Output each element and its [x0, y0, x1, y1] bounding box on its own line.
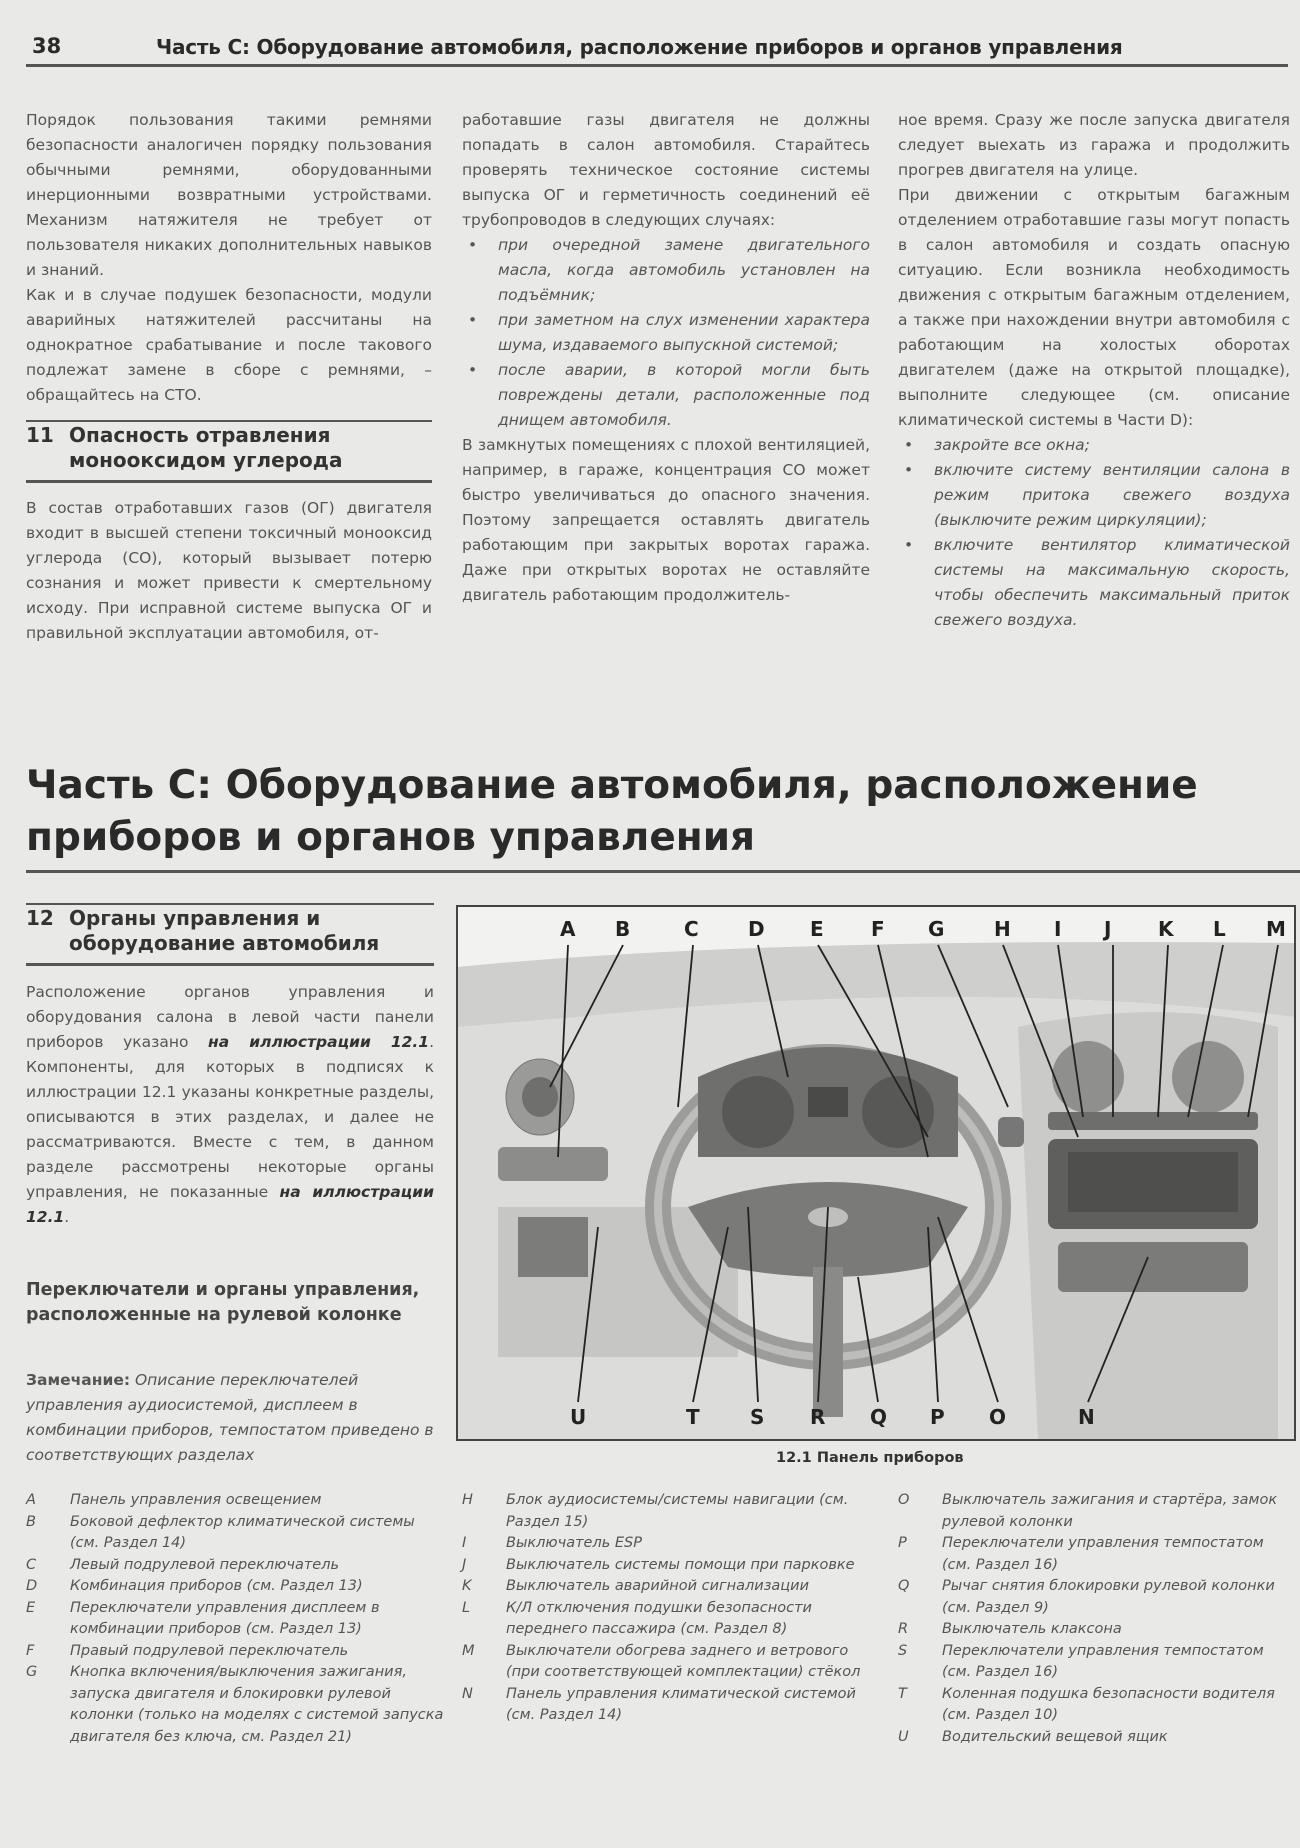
- running-title: Часть С: Оборудование автомобиля, расположение приборов и органов управления: [156, 35, 1123, 59]
- running-header: [26, 30, 1288, 67]
- paragraph: [26, 980, 434, 1230]
- legend-key: U: [898, 1728, 909, 1745]
- legend-item: [898, 1576, 1290, 1619]
- legend-text: Выключатель системы помощи при парковке: [506, 1556, 855, 1573]
- start-button: [998, 1117, 1024, 1147]
- intro-text: Расположение органов управления и оборудования салона в левой части панели приборов указано: [26, 983, 434, 1051]
- figure-label: H: [994, 917, 1011, 941]
- subheading: Переключатели и органы управления, расположенные на рулевой колонке: [26, 1280, 420, 1325]
- figure-reference: на иллюстрации 12.1: [208, 1033, 430, 1051]
- section-title: [69, 906, 449, 956]
- legend-item: [898, 1619, 1290, 1641]
- figure-label: E: [810, 917, 824, 941]
- figure-label: F: [871, 917, 885, 941]
- climate-panel: [1058, 1242, 1248, 1292]
- divider: [26, 480, 432, 483]
- legend-key: R: [898, 1621, 909, 1637]
- figure-label: J: [1104, 917, 1112, 941]
- figure-label: B: [615, 917, 631, 941]
- legend-text: Выключатель зажигания и стартёра, замок рулевой колонки: [942, 1492, 1278, 1530]
- legend-key: G: [26, 1664, 38, 1680]
- legend-key: J: [462, 1556, 467, 1573]
- divider: [26, 420, 432, 422]
- legend-key: P: [898, 1535, 907, 1551]
- divider: [26, 963, 434, 966]
- legend-item: [898, 1490, 1290, 1533]
- paragraph: Как и в случае подушек безопасности, модули аварийных натяжителей рассчитаны на однократное срабатывание и после такового подлежат замене в сборе с ремнями, – обращайтесь на СТО.: [26, 286, 432, 404]
- legend-key: K: [462, 1578, 472, 1594]
- intro-text: . Компоненты, для которых в подписях к иллюстрации 12.1 указаны конкретные разделы, описываются в этих разделах, и далее не рассматриваются. Вместе с тем, в данном разделе рассмотрены некоторые органы управления, не показанные: [26, 1033, 435, 1201]
- list-item: • включите систему вентиляции салона в режим притока свежего воздуха (выключите режим циркуляции);: [934, 458, 1290, 533]
- legend-text: Выключатель аварийной сигнализации: [506, 1578, 810, 1594]
- legend-key: I: [462, 1535, 467, 1551]
- section-number: 11: [26, 423, 54, 447]
- note-label: Замечание:: [26, 1371, 131, 1389]
- figure-label: R: [810, 1405, 826, 1429]
- legend-item: [26, 1490, 446, 1512]
- bullet-list: [462, 233, 870, 433]
- paragraph: ное время. Сразу же после запуска двигателя следует выехать из гаража и продолжить прогрев двигателя на улице.: [898, 111, 1290, 179]
- legend-key: O: [898, 1492, 910, 1508]
- intro-text: .: [64, 1208, 70, 1226]
- part-title-line: приборов и органов управления: [26, 815, 756, 860]
- figure-label: P: [930, 1405, 945, 1429]
- section-title-line: оборудование автомобиля: [69, 931, 380, 955]
- figure-caption: 12.1 Панель приборов: [776, 1450, 964, 1466]
- legend-key: F: [26, 1642, 35, 1659]
- figure-label: Q: [870, 1405, 888, 1429]
- legend-text: К/Л отключения подушки безопасности переднего пассажира (см. Раздел 8): [506, 1599, 812, 1637]
- legend-text: Кнопка включения/выключения зажигания, запуска двигателя и блокировки рулевой колонки (только на моделях с системой запуска двигателя без ключа, см. Раздел 21): [70, 1664, 444, 1745]
- legend-item: [26, 1576, 446, 1598]
- paragraph: Порядок пользования такими ремнями безопасности аналогичен порядку пользования обычными ремнями, оборудованными инерционными возвратными устройствами. Механизм натяжителя не требует от пользователя никаких дополнительных навыков и знаний.: [26, 111, 432, 279]
- list-item: • закройте все окна;: [934, 433, 1290, 458]
- list-item: • включите вентилятор климатической системы на максимальную скорость, чтобы обеспечить максимальный приток свежего воздуха.: [934, 533, 1290, 633]
- figure-label: A: [560, 917, 576, 941]
- section-title-line: Органы управления и: [69, 906, 321, 930]
- section-11-heading: [26, 423, 432, 475]
- legend-key: A: [26, 1492, 36, 1508]
- legend-text: Панель управления климатической системой (см. Раздел 14): [506, 1685, 856, 1723]
- legend-key: E: [26, 1599, 36, 1616]
- legend-item: [26, 1598, 446, 1641]
- paragraph: В состав отработавших газов (ОГ) двигателя входит в высшей степени токсичный монооксид углерода (СО), который вызывает потерю сознания и может привести к смертельному исходу. При исправной системе выпуска ОГ и правильной эксплуатации автомобиля, от-: [26, 499, 432, 642]
- center-vent-right: [1172, 1041, 1244, 1113]
- legend-item: [898, 1641, 1290, 1684]
- figure-label: T: [686, 1405, 700, 1429]
- legend-key: L: [462, 1599, 471, 1616]
- legend-text: Выключатель клаксона: [942, 1621, 1122, 1637]
- legend-key: H: [462, 1492, 473, 1508]
- light-switch-panel: [498, 1147, 608, 1181]
- text-column-1: [26, 108, 432, 408]
- section-12-intro: [26, 980, 434, 1230]
- page-number: 38: [32, 34, 62, 58]
- list-item: • при очередной замене двигательного масла, когда автомобиль установлен на подъёмник;: [498, 233, 870, 308]
- figure-label: M: [1266, 917, 1286, 941]
- legend-text: Правый подрулевой переключатель: [70, 1642, 349, 1659]
- wheel-hub: [688, 1182, 968, 1277]
- legend-column-3: [898, 1490, 1290, 1748]
- text-column-3: [898, 108, 1290, 633]
- text-column-1-continued: [26, 496, 432, 646]
- paragraph: В замкнутых помещениях с плохой вентиляцией, например, в гараже, концентрация СО может быстро увеличиваться до опасного значения. Поэтому запрещается оставлять двигатель работающим при закрытых воротах гаража. Даже при открытых воротах не оставляйте двигатель работающим продолжитель-: [462, 436, 870, 604]
- paragraph: При движении с открытым багажным отделением отработавшие газы могут попасть в салон автомобиля и создать опасную ситуацию. Если возникла необходимость движения с открытым багажным отделением, а также при нахождении внутри автомобиля с работающим на холостых оборотах двигателем (даже на открытой площадке), выполните следующее (см. описание климатической системы в Части D):: [898, 186, 1290, 429]
- figure-label: I: [1054, 917, 1062, 941]
- legend-item: [898, 1727, 1290, 1749]
- legend-item: [26, 1641, 446, 1663]
- legend-key: B: [26, 1513, 36, 1530]
- figure-label: N: [1078, 1405, 1095, 1429]
- legend-key: T: [898, 1685, 907, 1702]
- legend-text: Выключатель ESP: [506, 1535, 642, 1551]
- legend-text: Панель управления освещением: [70, 1492, 322, 1508]
- legend-item: [26, 1662, 446, 1748]
- legend-item: [26, 1512, 446, 1555]
- figure-label: L: [1213, 917, 1226, 941]
- legend-text: Переключатели управления дисплеем в комбинации приборов (см. Раздел 13): [70, 1599, 380, 1637]
- legend-text: Боковой дефлектор климатической системы (см. Раздел 14): [70, 1513, 415, 1551]
- part-title: [26, 760, 1288, 864]
- legend-text: Левый подрулевой переключатель: [70, 1556, 340, 1573]
- figure-label: O: [989, 1405, 1007, 1429]
- figure-reference: на иллюстрации 12.1: [26, 1183, 434, 1226]
- legend-item: [462, 1555, 872, 1577]
- legend-key: Q: [898, 1578, 910, 1594]
- legend-item: [462, 1641, 872, 1684]
- note-text: Описание переключателей управления аудиосистемой, дисплеем в комбинации приборов, темпостатом приведено в соответствующих разделах: [26, 1371, 434, 1464]
- section-12-heading: [26, 906, 446, 958]
- legend-key: N: [462, 1685, 473, 1702]
- legend-item: [898, 1684, 1290, 1727]
- legend-text: Комбинация приборов (см. Раздел 13): [70, 1578, 363, 1594]
- note: [26, 1368, 436, 1468]
- section-number: 12: [26, 906, 54, 930]
- figure-label: C: [684, 917, 699, 941]
- figure-label: G: [928, 917, 945, 941]
- figure-label: S: [750, 1405, 765, 1429]
- legend-key: M: [462, 1642, 475, 1659]
- paragraph: работавшие газы двигателя не должны попадать в салон автомобиля. Старайтесь проверять техническое состояние системы выпуска ОГ и герметичность соединений её трубопроводов в следующих случаях:: [462, 111, 870, 229]
- legend-column-1: [26, 1490, 446, 1748]
- bullet-list: [898, 433, 1290, 633]
- legend-item: [462, 1533, 872, 1555]
- legend-text: Коленная подушка безопасности водителя (см. Раздел 10): [942, 1685, 1275, 1723]
- list-item: • после аварии, в которой могли быть повреждены детали, расположенные под днищем автомобиля.: [498, 358, 870, 433]
- legend-text: Выключатели обогрева заднего и ветрового (при соответствующей комплектации) стёкол: [506, 1642, 861, 1680]
- legend-key: D: [26, 1578, 38, 1594]
- legend-text: Переключатели управления темпостатом (см. Раздел 16): [942, 1535, 1264, 1573]
- legend-key: C: [26, 1556, 37, 1573]
- legend-item: [898, 1533, 1290, 1576]
- figure-label: U: [570, 1405, 587, 1429]
- divider: [26, 903, 434, 905]
- legend-item: [462, 1684, 872, 1727]
- legend-text: Водительский вещевой ящик: [942, 1728, 1168, 1745]
- legend-text: Блок аудиосистемы/системы навигации (см. Раздел 15): [506, 1492, 849, 1530]
- legend-item: [26, 1555, 446, 1577]
- legend-text: Переключатели управления темпостатом (см. Раздел 16): [942, 1642, 1264, 1680]
- section-title: Опасность отравления монооксидом углерода: [69, 423, 343, 472]
- part-rule: [26, 870, 1300, 873]
- figure-label: D: [748, 917, 765, 941]
- part-title-line: Часть С: Оборудование автомобиля, расположение: [26, 763, 1198, 808]
- switch-row: [1048, 1112, 1258, 1130]
- legend-key: S: [898, 1642, 908, 1659]
- legend-item: [462, 1598, 872, 1641]
- text-column-2: [462, 108, 870, 608]
- dashboard-figure: [456, 905, 1296, 1441]
- legend-text: Рычаг снятия блокировки рулевой колонки (см. Раздел 9): [942, 1578, 1275, 1616]
- legend-column-2: [462, 1490, 872, 1727]
- dashboard-illustration: [458, 907, 1294, 1439]
- figure-label: K: [1158, 917, 1174, 941]
- list-item: • при заметном на слух изменении характера шума, издаваемого выпускной системой;: [498, 308, 870, 358]
- legend-item: [462, 1576, 872, 1598]
- legend-item: [462, 1490, 872, 1533]
